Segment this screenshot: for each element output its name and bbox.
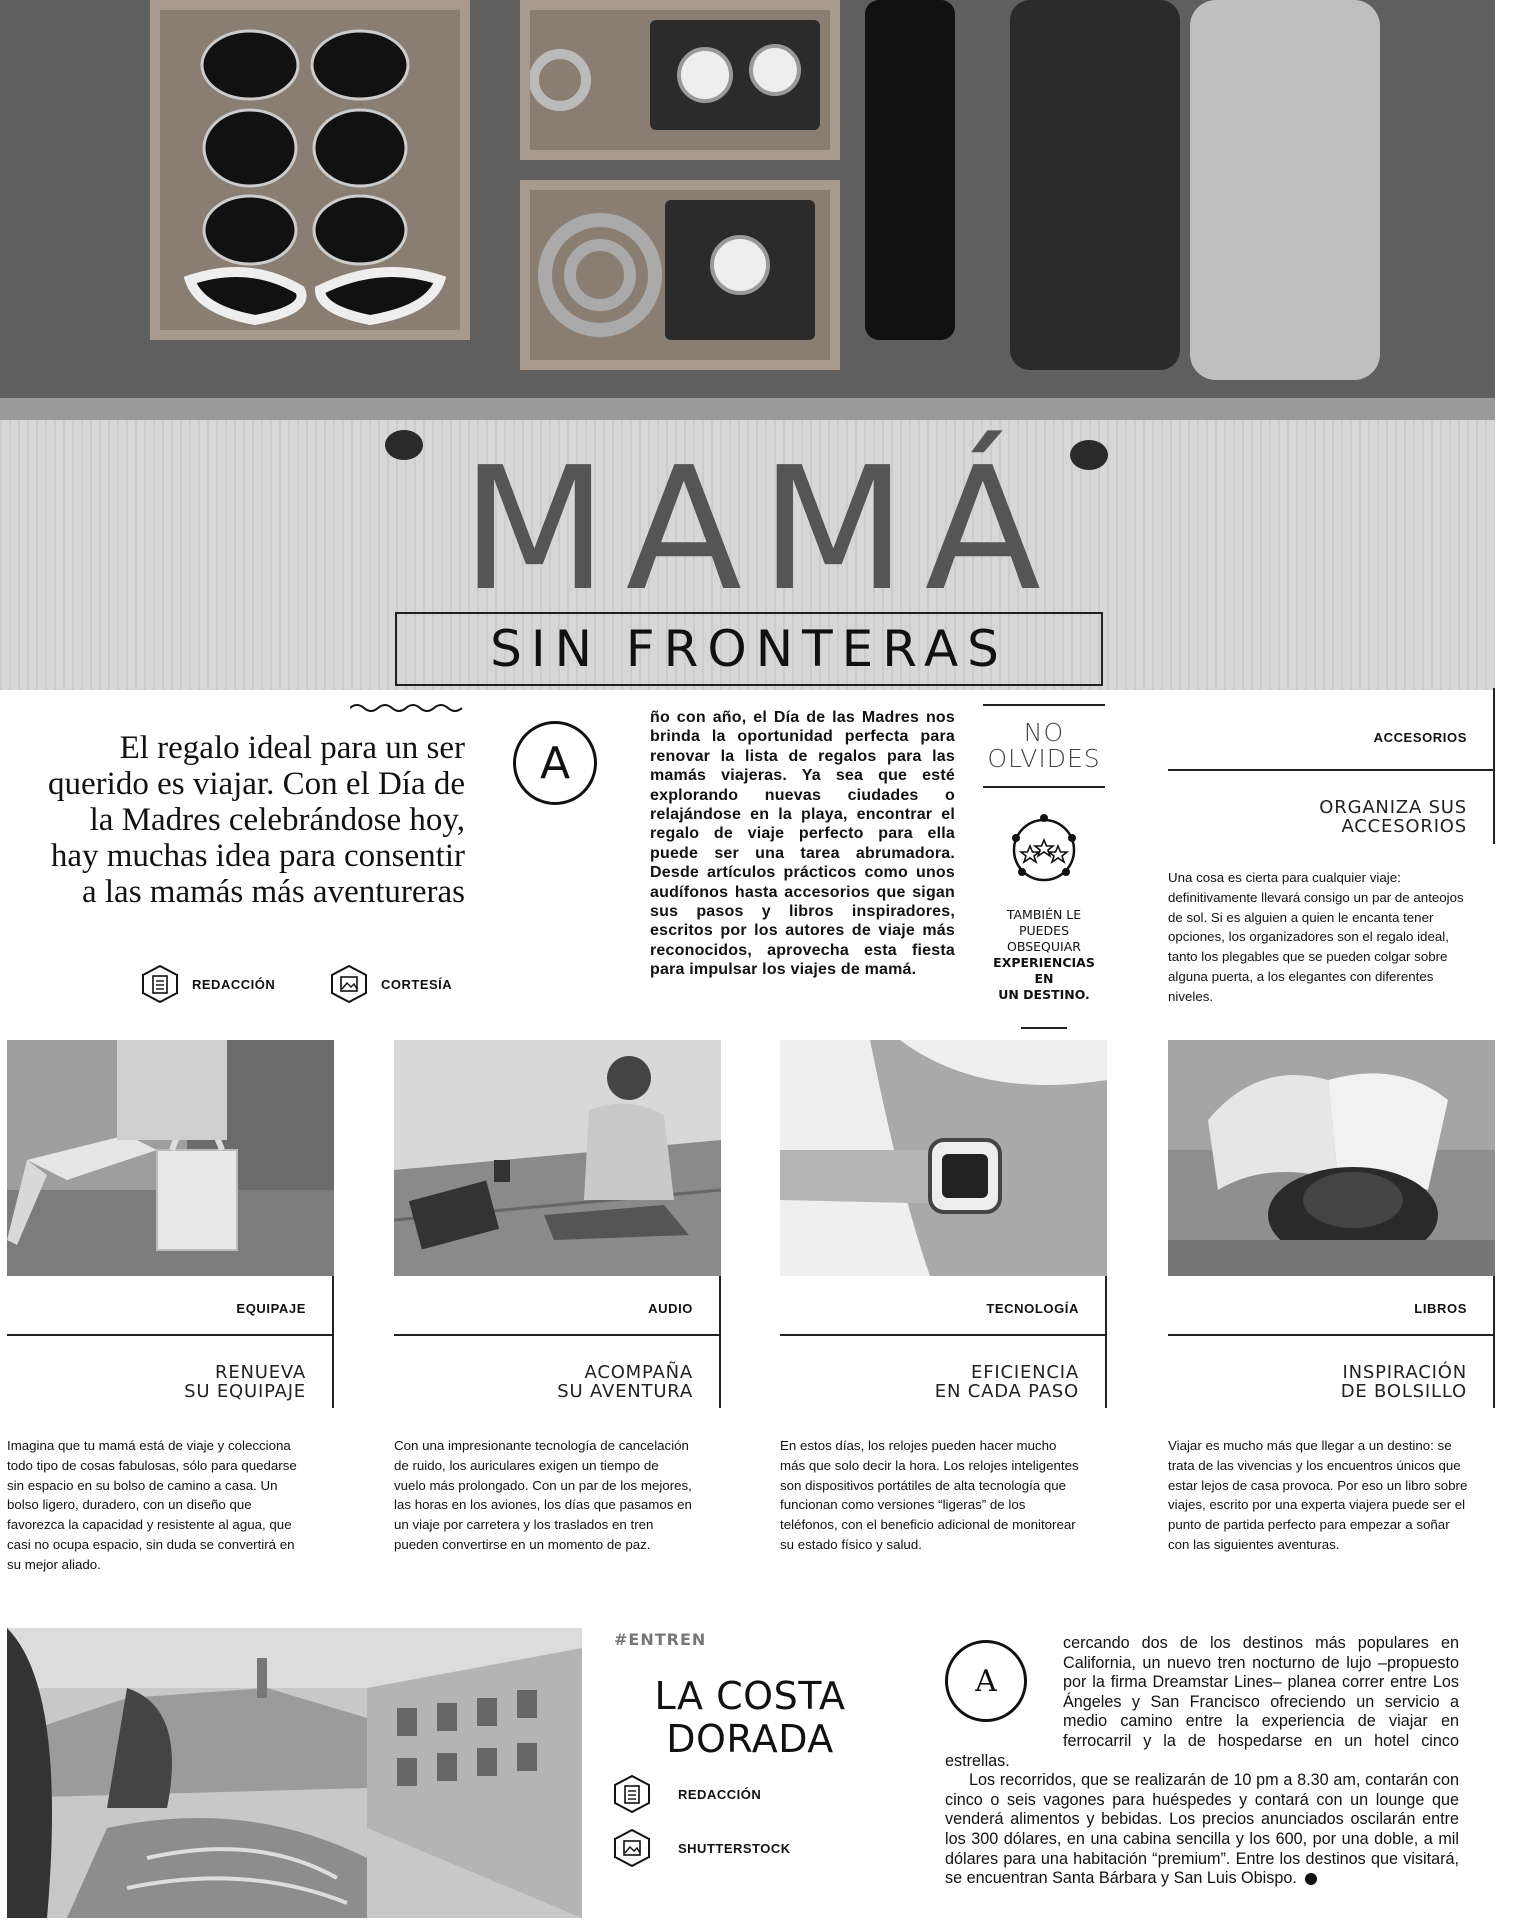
belt-illustration (530, 190, 830, 360)
document-icon (140, 964, 180, 1004)
photo-libros (1168, 1040, 1495, 1276)
section-heading-line1: RENUEVA (215, 1362, 306, 1383)
image-icon (329, 964, 369, 1004)
bottom-para2: Los recorridos, que se realizarán de 10 pm a 8.30 am, contarán con cinco o seis vagones para huéspedes y contará con un lounge que venderá alimentos y bebidas. Los precios anunciados oscilarán entre los 300 dólares, en una cabina sencilla y los 600, por una doble, a mil dólares para una habitación “premium”. Entre los destinos que visitará, se encuentran Santa Bárbara y San Luis Obispo. (945, 1771, 1459, 1888)
bottom-body (945, 1634, 1459, 1889)
section-audio-header (394, 1276, 721, 1408)
photo-tecnologia (780, 1040, 1107, 1276)
section-heading (7, 1363, 334, 1401)
credit-author-label: REDACCIÓN (192, 976, 276, 992)
wavy-divider (350, 702, 464, 714)
stars-icon (1006, 810, 1082, 890)
sunglasses-tray (150, 0, 470, 340)
smartwatch-illustration (780, 1040, 1107, 1276)
sidebar-end-rule (1021, 1027, 1067, 1029)
vertical-rule (332, 1276, 334, 1408)
light-bag (1190, 0, 1380, 380)
section-tecnologia-body: En estos días, los relojes pueden hacer mucho más que solo decir la hora. Los relojes inteligentes son dispositivos portátiles de alta tecnología que funcionan como versiones “ligeras” de los teléfonos, con el beneficio adicional de monitorear su estado físico y salud. (780, 1438, 1079, 1552)
section-heading (1168, 1363, 1495, 1401)
sidebar-note-line4: UN DESTINO. (998, 987, 1090, 1002)
sidebar-title (983, 706, 1105, 786)
dark-bag (1010, 0, 1180, 370)
section-heading-line1: INSPIRACIÓN (1342, 1362, 1467, 1383)
end-mark-icon (1305, 1873, 1317, 1885)
section-equipaje-body: Imagina que tu mamá está de viaje y colecciona todo tipo de cosas fabulosas, sólo para quedarse sin espacio en su bolso de camino a casa. Un bolso ligero, duradero, con un diseño que favorezca la capacidad y resistente al agua, que casi no ocupa espacio, sin duda se convertirá en su mejor aliado. (7, 1438, 297, 1572)
deck-text: El regalo ideal para un ser querido es viajar. Con el Día de la Madres celebrándose hoy, hay muchas idea para consentir a las mamás más aventureras (48, 730, 465, 910)
section-libros-body: Viajar es mucho más que llegar a un destino: se trata de las vivencias y los encuentros únicos que estar lejos de casa provoca. Por eso un libro sobre viajes, escrito por una experta viajera puede ser el punto de partida perfecto para empezar a soñar con las siguientes aventuras. (1168, 1438, 1468, 1552)
woman-with-laptop-illustration (394, 1040, 721, 1276)
city-street-illustration (7, 1628, 582, 1918)
sidebar-title-line2: OLVIDES (987, 744, 1101, 773)
section-rule (780, 1334, 1107, 1336)
sidebar-note-line1: TAMBIÉN LE (1006, 907, 1082, 922)
sidebar-rule (983, 786, 1105, 788)
section-heading (1168, 798, 1495, 836)
sidebar-note-line2: PUEDES OBSEQUIAR (1007, 923, 1081, 954)
vertical-rule (719, 1276, 721, 1408)
section-heading-line2: SU EQUIPAJE (184, 1381, 306, 1402)
category-label: TECNOLOGÍA (986, 1301, 1079, 1316)
drop-cap: A (513, 721, 597, 805)
document-icon (612, 1774, 652, 1814)
watch-illustration (530, 10, 830, 150)
section-heading-line2: SU AVENTURA (557, 1381, 693, 1402)
section-heading-line1: ACOMPAÑA (584, 1362, 693, 1383)
section-heading-line2: EN CADA PASO (934, 1381, 1079, 1402)
bottom-drop-cap: A (945, 1640, 1027, 1722)
category-label: ACCESORIOS (1373, 730, 1467, 745)
sidebar-title-line1: NO (1023, 718, 1065, 747)
category-label: AUDIO (648, 1301, 693, 1316)
intro-body: ño con año, el Día de las Madres nos brinda la oportunidad perfecta para renovar la lista de regalos para las mamás viajeras. Ya sea que esté explorando nuevas ciudades o relajándose en la playa, encontrar el regalo de viaje perfecto para ella puede ser una tarea abrumadora. Desde artículos prácticos como unos audífonos hasta accesorios que sigan sus pasos y libros inspiradores, escritos por los autores de viaje más reconocidos, aprovecha esta fiesta para impulsar los viajes de mamá. (650, 709, 955, 979)
bottom-credit-author (612, 1774, 761, 1814)
drawer-interior (0, 0, 1495, 400)
section-tecnologia-header (780, 1276, 1107, 1408)
bottom-title-line2: DORADA (666, 1717, 834, 1761)
photo-san-francisco (7, 1628, 582, 1918)
hero-title: MAMÁ (461, 431, 1059, 629)
accesorios-body: Una cosa es cierta para cualquier viaje: definitivamente llevará consigo un par de anteojos de sol. Si es alguien a quien le encanta tener opciones, los organizadores son el regalo ideal, tanto los plegables que se pueden colgar sobre alguna puerta, a los elegantes con diferentes niveles. (1168, 870, 1464, 1004)
sidebar-note (983, 907, 1105, 1003)
photo-audio (394, 1040, 721, 1276)
section-libros-header (1168, 1276, 1495, 1408)
section-rule (394, 1334, 721, 1336)
credit-photo-label: CORTESÍA (381, 976, 453, 992)
category-label: LIBROS (1414, 1301, 1467, 1316)
sunglasses-illustration (160, 10, 460, 330)
section-rule (1168, 769, 1495, 771)
bottom-credit-author-label: REDACCIÓN (678, 1786, 762, 1802)
bottom-title-line1: LA COSTA (654, 1674, 846, 1718)
hero-subtitle: SIN FRONTERAS (395, 612, 1103, 686)
image-icon (612, 1828, 652, 1868)
section-equipaje-header (7, 1276, 334, 1408)
woman-with-bag-illustration (7, 1040, 334, 1276)
bottom-credit-photo (612, 1828, 791, 1868)
vertical-rule (1493, 1276, 1495, 1408)
category-label: EQUIPAJE (236, 1301, 306, 1316)
sidebar-box (983, 704, 1105, 1029)
bottom-para2-wrap (945, 1771, 1459, 1889)
section-tag: #ENTREN (614, 1630, 707, 1649)
section-rule (7, 1334, 334, 1336)
section-accesorios-header (1168, 688, 1495, 844)
sidebar-note-line3: EXPERIENCIAS EN (993, 955, 1095, 986)
section-heading (780, 1363, 1107, 1401)
section-heading-line1: ORGANIZA SUS (1319, 797, 1467, 818)
bottom-title (620, 1675, 880, 1761)
watch-tray-bottom (520, 180, 840, 370)
photo-equipaje (7, 1040, 334, 1276)
shelf-edge (0, 398, 1495, 420)
credit-photo (329, 964, 452, 1004)
section-heading (394, 1363, 721, 1401)
bottom-credit-photo-label: SHUTTERSTOCK (678, 1840, 791, 1856)
watch-tray-top (520, 0, 840, 160)
woman-reading-illustration (1168, 1040, 1495, 1276)
black-wallet (865, 0, 955, 340)
section-heading-line2: DE BOLSILLO (1340, 1381, 1467, 1402)
section-heading-line2: ACCESORIOS (1341, 816, 1467, 837)
section-audio-body: Con una impresionante tecnología de cancelación de ruido, los auriculares exigen un tiempo de vuelo más prolongado. Con un par de los mejores, las horas en los aviones, los días que pasamos en un viaje por carretera y los traslados en tren pueden convertirse en un momento de paz. (394, 1438, 692, 1552)
credit-author (140, 964, 275, 1004)
vertical-rule (1493, 688, 1495, 844)
section-heading-line1: EFICIENCIA (971, 1362, 1079, 1383)
section-rule (1168, 1334, 1495, 1336)
bottom-para1: cercando dos de los destinos más populares en California, un nuevo tren nocturno de lujo –propuesto por la firma Dreamstar Lines– planea correr entre Los Ángeles y San Francisco ofreciendo un servicio a medio camino entre la experiencia de viajar en ferrocarril y la de hospedarse en un hotel cinco estrellas. (945, 1634, 1459, 1770)
vertical-rule (1105, 1276, 1107, 1408)
